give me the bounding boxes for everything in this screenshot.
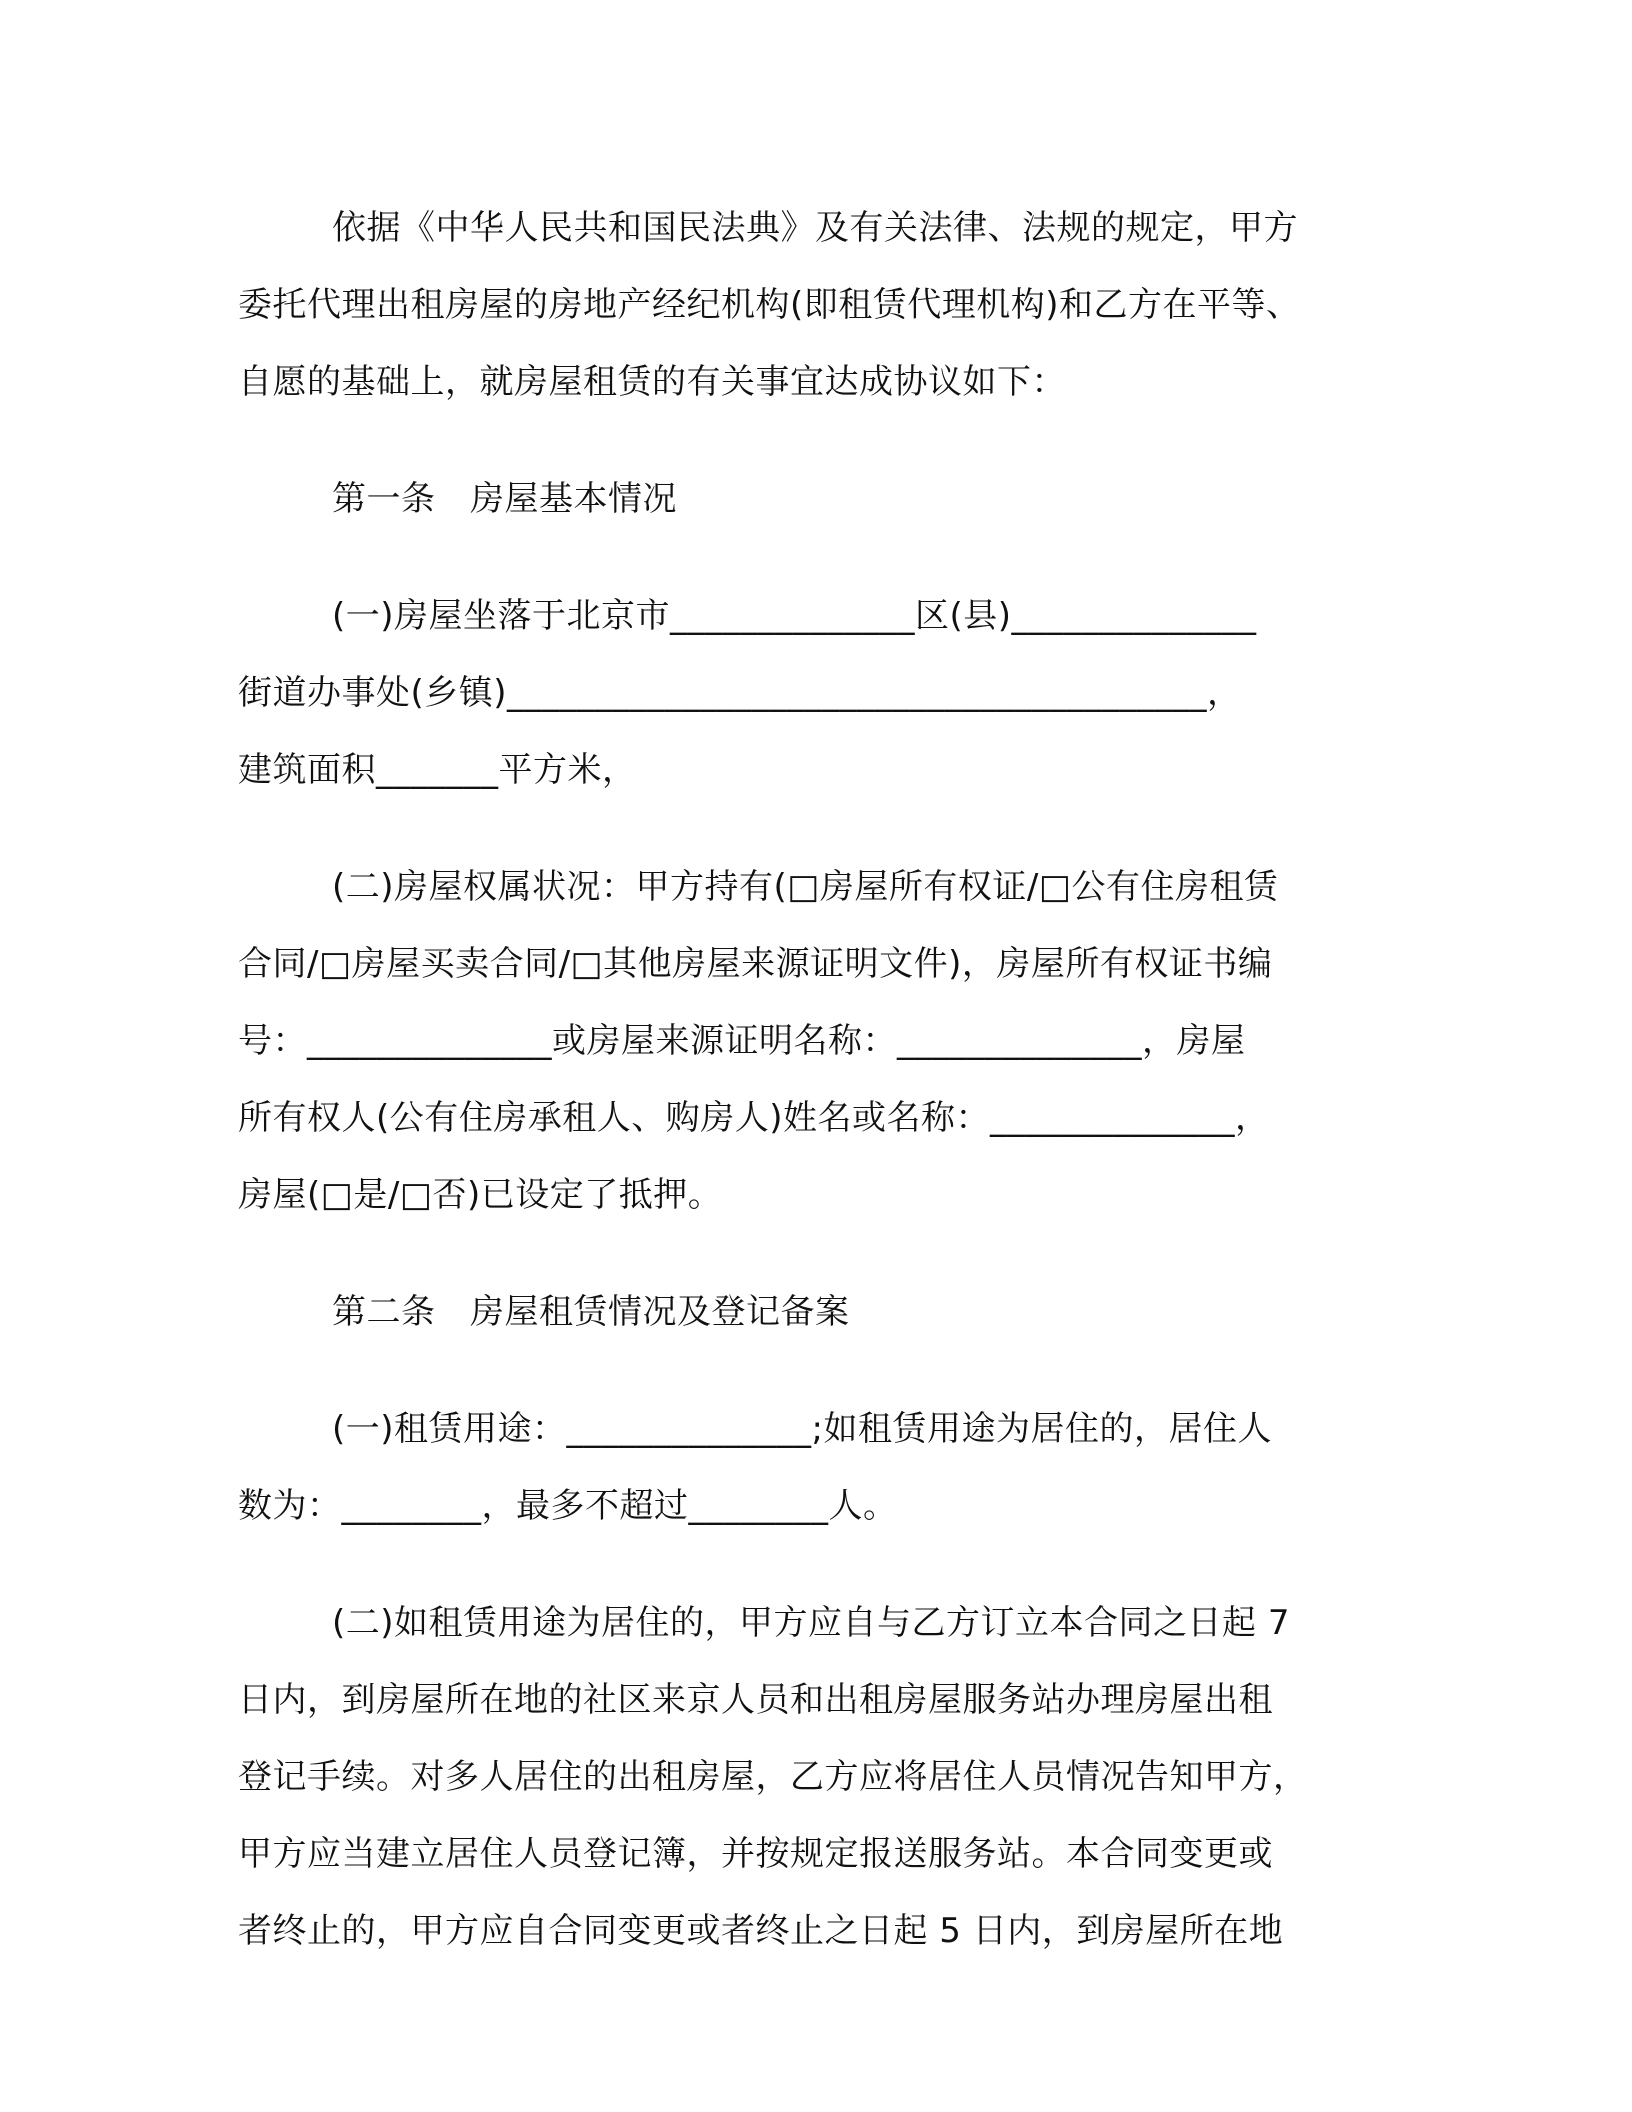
article-1-heading: 第一条 房屋基本情况 [332,479,677,519]
text-line: 房屋(□是/□否)已设定了抵押。 [238,1175,723,1215]
article-2-heading: 第二条 房屋租赁情况及登记备案 [332,1292,850,1332]
text-line: 合同/□房屋买卖合同/□其他房屋来源证明文件)，房屋所有权证书编 [238,944,1273,984]
text-line: 登记手续。对多人居住的出租房屋，乙方应将居住人员情况告知甲方， [238,1757,1308,1797]
text-line: 者终止的，甲方应自合同变更或者终止之日起 5 日内，到房屋所在地 [238,1911,1284,1951]
text-line: 所有权人(公有住房承租人、购房人)姓名或名称：______________， [238,1098,1270,1138]
article-1-clause-2 [238,849,1388,1234]
text-line: 建筑面积_______平方米， [238,750,637,790]
text-line: (一)租赁用途：______________;如租赁用途为居住的，居住人 [332,1409,1272,1449]
text-line: 号：______________或房屋来源证明名称：______________，房屋 [238,1021,1246,1061]
text-line: (二)房屋权属状况：甲方持有(□房屋所有权证/□公有住房租赁 [332,867,1279,907]
text-line: 自愿的基础上，就房屋租赁的有关事宜达成协议如下： [238,362,1066,402]
text-line: 街道办事处(乡镇)________________________________________， [238,673,1242,713]
text-line: 依据《中华人民共和国民法典》及有关法律、法规的规定，甲方 [332,208,1298,248]
intro-paragraph [238,190,1388,421]
article-1-clause-1 [238,578,1388,809]
text-line: 委托代理出租房屋的房地产经纪机构(即租赁代理机构)和乙方在平等、 [238,285,1301,325]
text-line: 日内，到房屋所在地的社区来京人员和出租房屋服务站办理房屋出租 [238,1680,1273,1720]
document-body [238,190,1388,1970]
article-2-clause-2 [238,1585,1388,1970]
text-line: (一)房屋坐落于北京市______________区(县)______________ [332,596,1257,636]
text-line: 甲方应当建立居住人员登记簿，并按规定报送服务站。本合同变更或 [238,1834,1273,1874]
text-line: 数为：________，最多不超过________人。 [238,1486,898,1526]
article-2-clause-1 [238,1391,1388,1545]
text-line: (二)如租赁用途为居住的，甲方应自与乙方订立本合同之日起 7 [332,1603,1290,1643]
